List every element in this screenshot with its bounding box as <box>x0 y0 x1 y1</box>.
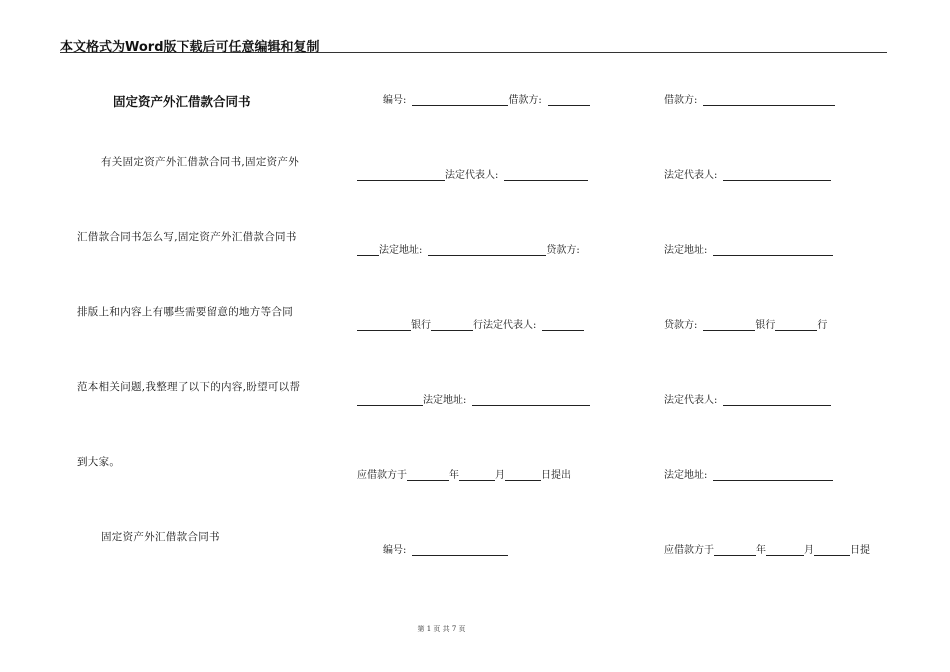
blank-line <box>431 319 473 331</box>
representative-field-4 <box>664 392 831 406</box>
blank-line <box>703 94 835 106</box>
blank-line <box>714 544 756 556</box>
blank-line <box>504 169 588 181</box>
field-label: 法定地址: <box>379 245 423 256</box>
blank-line <box>357 244 379 256</box>
field-label: 月 <box>495 470 505 481</box>
field-label: 编号: <box>383 545 407 556</box>
field-label: 贷款方: <box>664 320 698 331</box>
paragraph-line: 汇借款合同书怎么写,固定资产外汇借款合同书 <box>77 231 297 243</box>
blank-line <box>775 319 817 331</box>
date-field-3 <box>664 542 870 556</box>
field-label: 编号: <box>383 95 407 106</box>
blank-line <box>713 469 833 481</box>
lender-bank-field <box>664 317 827 331</box>
contract-subtitle: 固定资产外汇借款合同书 <box>101 531 220 543</box>
representative-field-3 <box>664 167 831 181</box>
field-label: 年 <box>756 545 766 556</box>
contract-number-field-2 <box>383 542 508 556</box>
blank-line <box>357 169 445 181</box>
field-label: 行法定代表人: <box>473 320 537 331</box>
field-label: 贷款方: <box>546 245 580 256</box>
paragraph-line: 排版上和内容上有哪些需要留意的地方等合同 <box>77 306 293 318</box>
address-field-2 <box>357 392 590 406</box>
blank-line <box>723 169 831 181</box>
blank-line <box>505 469 541 481</box>
field-label: 法定代表人: <box>664 170 718 181</box>
date-field <box>357 467 571 481</box>
blank-line <box>459 469 495 481</box>
address-field-4 <box>664 467 833 481</box>
document-header: 本文格式为Word版下载后可任意编辑和复制 <box>60 40 320 55</box>
page-number: 第 1 页 共 7 页 <box>417 625 466 633</box>
blank-line <box>723 394 831 406</box>
blank-line <box>412 94 508 106</box>
blank-line <box>766 544 804 556</box>
field-label: 借款方: <box>508 95 542 106</box>
field-label: 法定地址: <box>664 245 708 256</box>
blank-line <box>472 394 590 406</box>
field-label: 法定代表人: <box>445 170 499 181</box>
paragraph-line: 到大家。 <box>77 456 121 468</box>
blank-line <box>428 244 546 256</box>
borrower-field <box>664 92 835 106</box>
field-label: 年 <box>449 470 459 481</box>
field-label: 日提 <box>850 545 870 556</box>
field-label: 行 <box>817 320 828 331</box>
paragraph-line: 有关固定资产外汇借款合同书,固定资产外 <box>101 156 300 168</box>
field-label: 银行 <box>755 320 776 331</box>
header-rule <box>60 52 887 53</box>
blank-line <box>357 394 423 406</box>
field-label: 应借款方于 <box>664 545 714 556</box>
field-label: 日提出 <box>541 470 571 481</box>
field-label: 借款方: <box>664 95 698 106</box>
blank-line <box>713 244 833 256</box>
blank-line <box>703 319 755 331</box>
field-label: 月 <box>804 545 814 556</box>
blank-line <box>407 469 449 481</box>
blank-line <box>412 544 508 556</box>
paragraph-line: 范本相关问题,我整理了以下的内容,盼望可以帮 <box>77 381 301 393</box>
contract-number-field <box>383 92 590 106</box>
representative-field <box>357 167 588 181</box>
address-field-3 <box>664 242 833 256</box>
field-label: 法定地址: <box>423 395 467 406</box>
field-label: 应借款方于 <box>357 470 407 481</box>
blank-line <box>814 544 850 556</box>
field-label: 银行 <box>411 320 431 331</box>
contract-title: 固定资产外汇借款合同书 <box>113 94 251 109</box>
field-label: 法定代表人: <box>664 395 718 406</box>
field-label: 法定地址: <box>664 470 708 481</box>
bank-field <box>357 317 584 331</box>
blank-line <box>542 319 584 331</box>
address-field <box>357 242 580 256</box>
blank-line <box>357 319 411 331</box>
blank-line <box>548 94 590 106</box>
